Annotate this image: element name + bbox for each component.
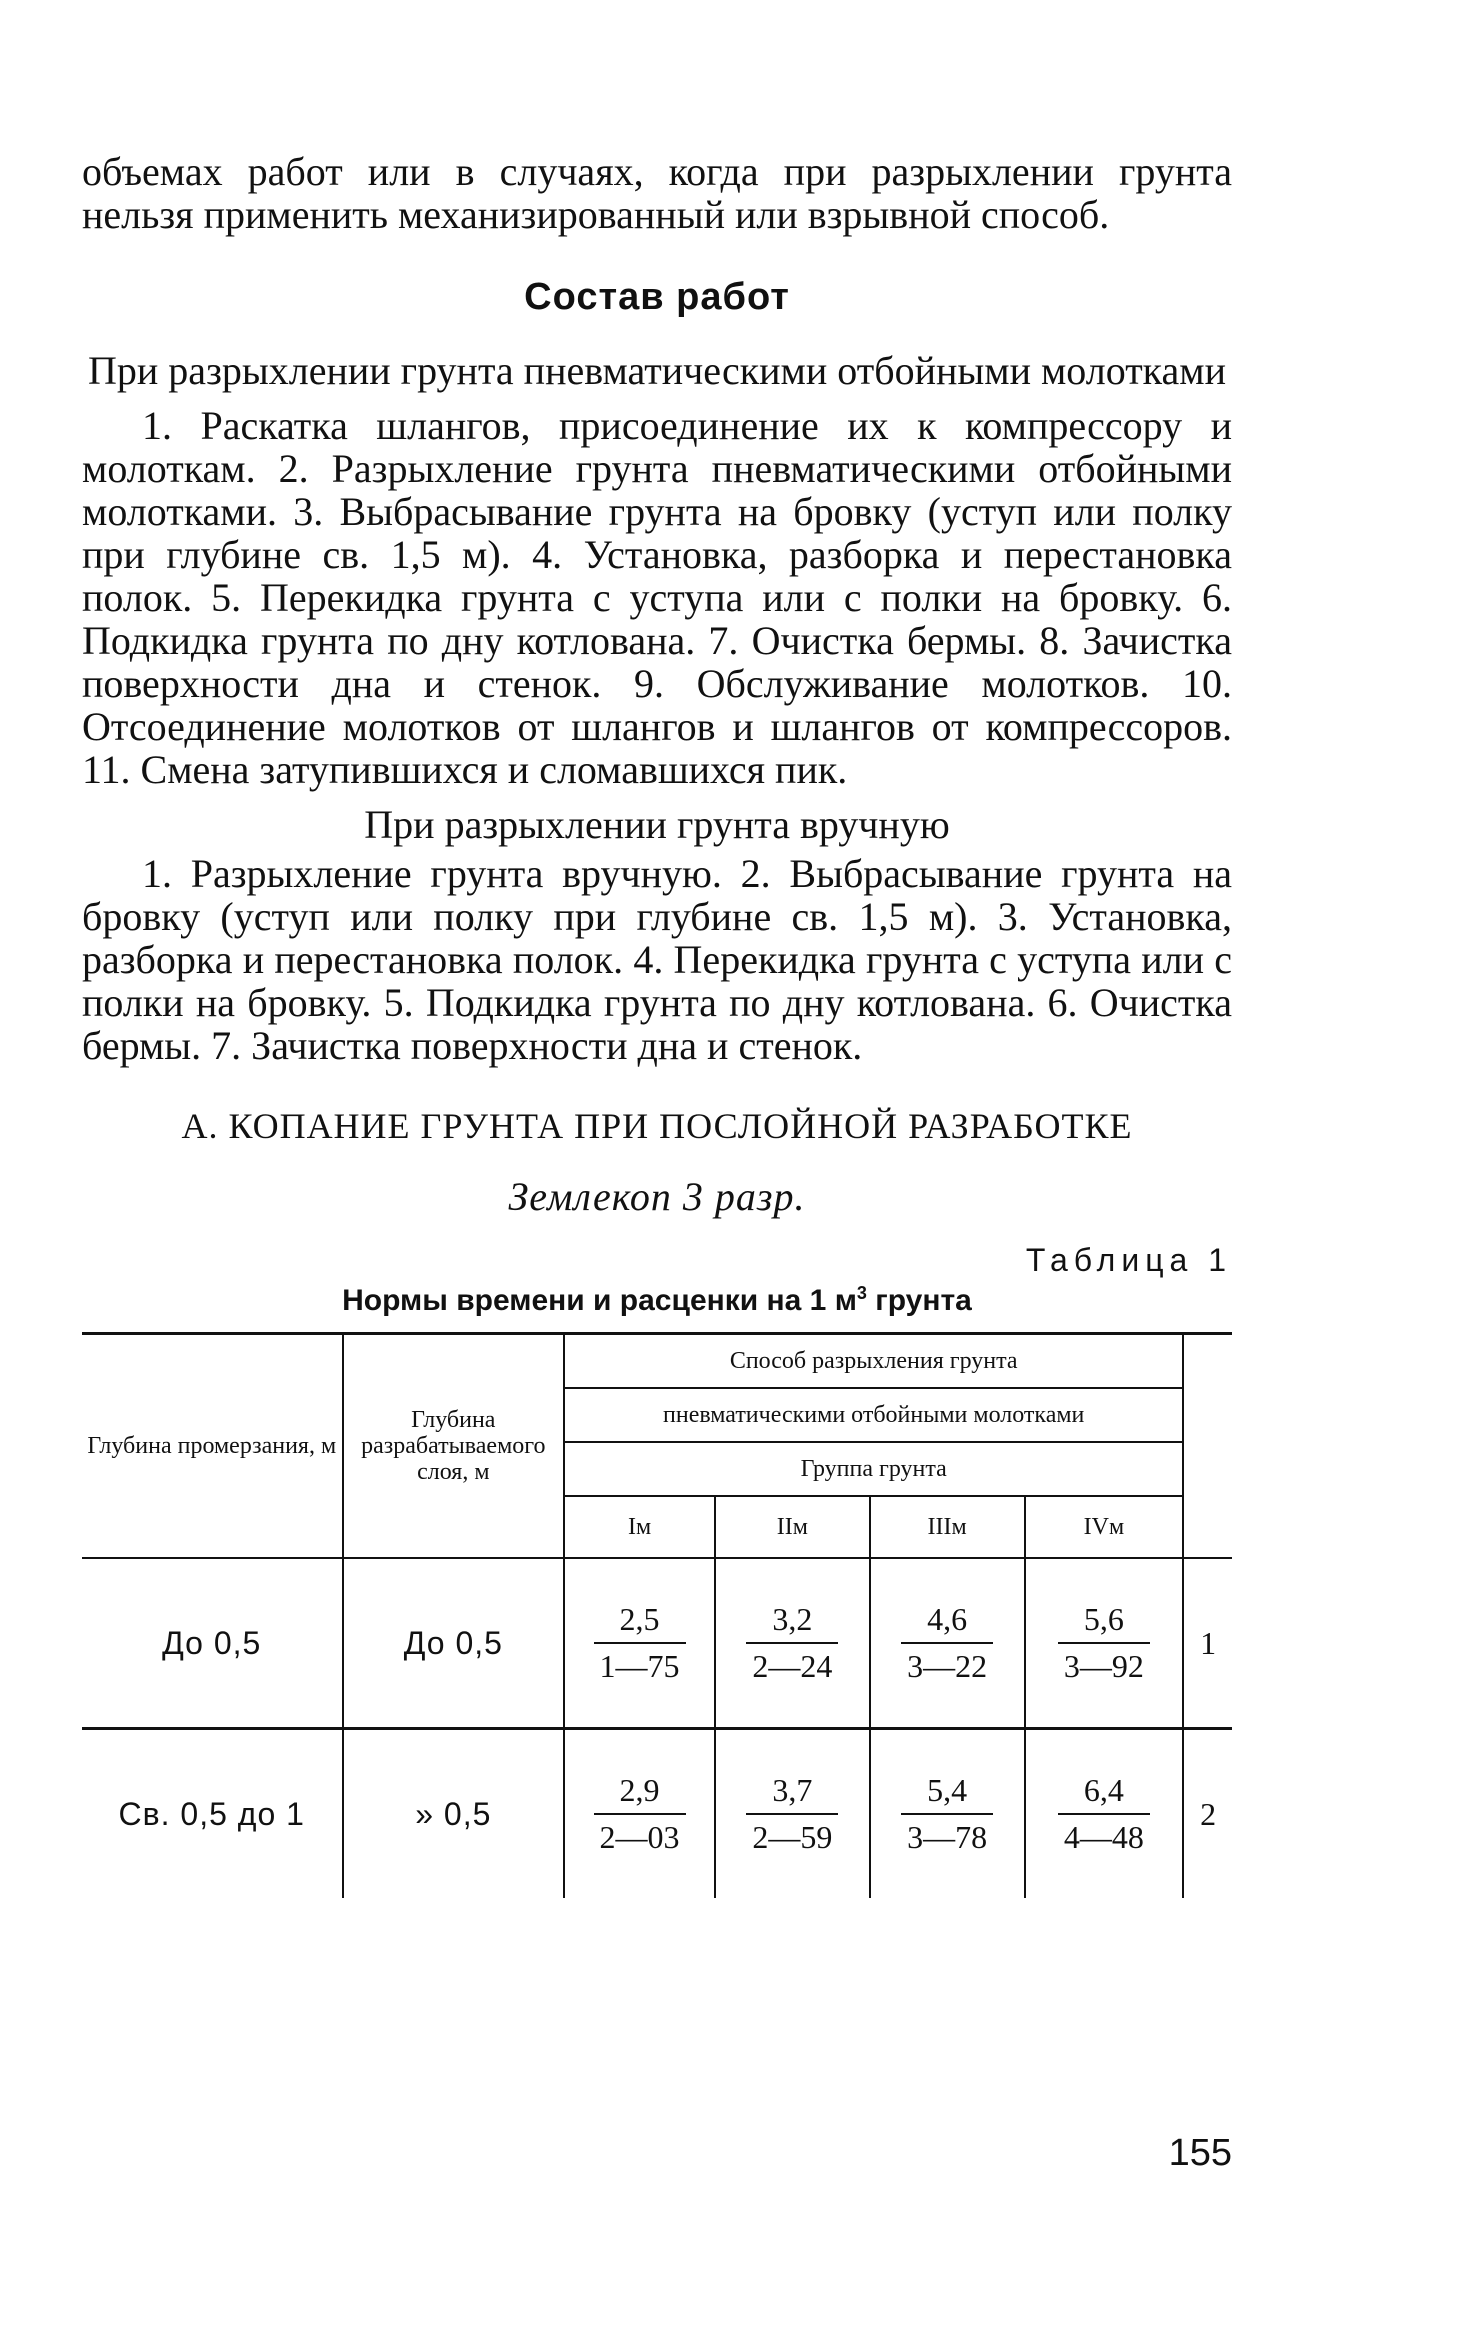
value-cell [1025,1729,1184,1899]
norm-rate-fraction [1058,1772,1150,1856]
norm-rate-fraction [746,1601,838,1685]
rate: 3—22 [907,1648,988,1684]
row-number: 1 [1200,1624,1217,1661]
worker-label: Землекоп 3 разр. [508,1174,806,1219]
value-cell [564,1558,715,1729]
header-method: Способ разрыхления грунта [564,1334,1183,1389]
rate: 3—92 [1063,1648,1144,1684]
page-number: 155 [1168,2132,1232,2174]
header-group: Группа грунта [564,1442,1183,1496]
value-cell [564,1729,715,1899]
norm-rate-fraction [901,1601,993,1685]
header-depth-layer: Глубина разрабатываемого слоя, м [343,1334,565,1559]
table-label: Таблица 1 [1025,1242,1232,1278]
table-caption-text: Нормы времени и расценки на 1 м [342,1284,857,1317]
header-depth-total: Глубина промерзания, м [82,1334,343,1559]
time-norm: 4,6 [901,1601,993,1644]
header-group-2: IIм [715,1496,870,1558]
row-depth-total: До 0,5 [82,1558,343,1729]
header-group-1: Iм [564,1496,715,1558]
table-caption-tail: грунта [866,1284,972,1317]
norm-rate-fraction [901,1772,993,1856]
pneumatic-paragraph: 1. Раскатка шлангов, присоединение их к компрессору и молоткам. 2. Разрыхление грунта пневматическими отбойными молотками. 3. Выбрасывание грунта на бровку (уступ или полку при глубине св. 1,5 м). 4. Установка, разборка и перестановка полок. 5. Перекидка грунта с уступа или с полки на бровку. 6. Подкидка грунта по дну котлована. 7. Очистка бермы. 8. Зачистка поверхности дна и стенок. 9. Обслуживание молотков. 10. Отсоединение молотков от шлангов и шлангов от компрессоров. 11. Смена затупившихся и сломавшихся пик. [82,403,1232,792]
norms-table [82,1332,1232,1898]
time-norm: 3,7 [746,1772,838,1815]
section-title: Состав работ [524,276,790,318]
intro-paragraph: объемах работ или в случаях, когда при разрыхлении грунта нельзя применить механизированный или взрывной способ. [82,149,1232,237]
rate: 3—78 [907,1819,988,1855]
norm-rate-fraction [594,1772,686,1856]
page-content [82,150,1232,1898]
time-norm: 2,5 [594,1601,686,1644]
row-depth-total: Св. 0,5 до 1 [82,1729,343,1899]
time-norm: 5,6 [1058,1601,1150,1644]
header-group-3: IIIм [870,1496,1025,1558]
norm-rate-fraction [594,1601,686,1685]
norm-rate-fraction [746,1772,838,1856]
value-cell [870,1558,1025,1729]
row-depth-layer: До 0,5 [343,1558,565,1729]
table-caption-sup: 3 [856,1283,867,1303]
rate: 2—59 [752,1819,833,1855]
pneumatic-heading: При разрыхлении грунта пневматическими отбойными молотками [88,348,1226,393]
time-norm: 2,9 [594,1772,686,1815]
table-row [82,1729,1232,1899]
time-norm: 6,4 [1058,1772,1150,1815]
header-group-4: IVм [1025,1496,1184,1558]
value-cell [715,1729,870,1899]
value-cell [1025,1558,1184,1729]
table-caption [82,1283,1232,1318]
table-header-row [82,1334,1232,1389]
manual-heading: При разрыхлении грунта вручную [364,802,950,847]
value-cell [715,1558,870,1729]
part-a-title: А. КОПАНИЕ ГРУНТА ПРИ ПОСЛОЙНОЙ РАЗРАБОТКЕ [181,1106,1133,1146]
table-row [82,1558,1232,1729]
row-number: 2 [1183,1729,1232,1899]
header-tool: пневматическими отбойными молотками [564,1388,1183,1442]
manual-paragraph: 1. Разрыхление грунта вручную. 2. Выбрасывание грунта на бровку (уступ или полку при глубине св. 1,5 м). 3. Установка, разборка и перестановка полок. 4. Перекидка грунта с уступа или с полки на бровку. 5. Подкидка грунта по дну котлована. 6. Очистка бермы. 7. Зачистка поверхности дна и стенок. [82,851,1232,1068]
value-cell [870,1729,1025,1899]
norm-rate-fraction [1058,1601,1150,1685]
row-depth-layer: » 0,5 [343,1729,565,1899]
rate: 4—48 [1063,1819,1144,1855]
rate: 2—24 [752,1648,833,1684]
time-norm: 3,2 [746,1601,838,1644]
rate: 2—03 [599,1819,680,1855]
rate: 1—75 [599,1648,680,1684]
time-norm: 5,4 [901,1772,993,1815]
header-number-column [1183,1334,1232,1559]
